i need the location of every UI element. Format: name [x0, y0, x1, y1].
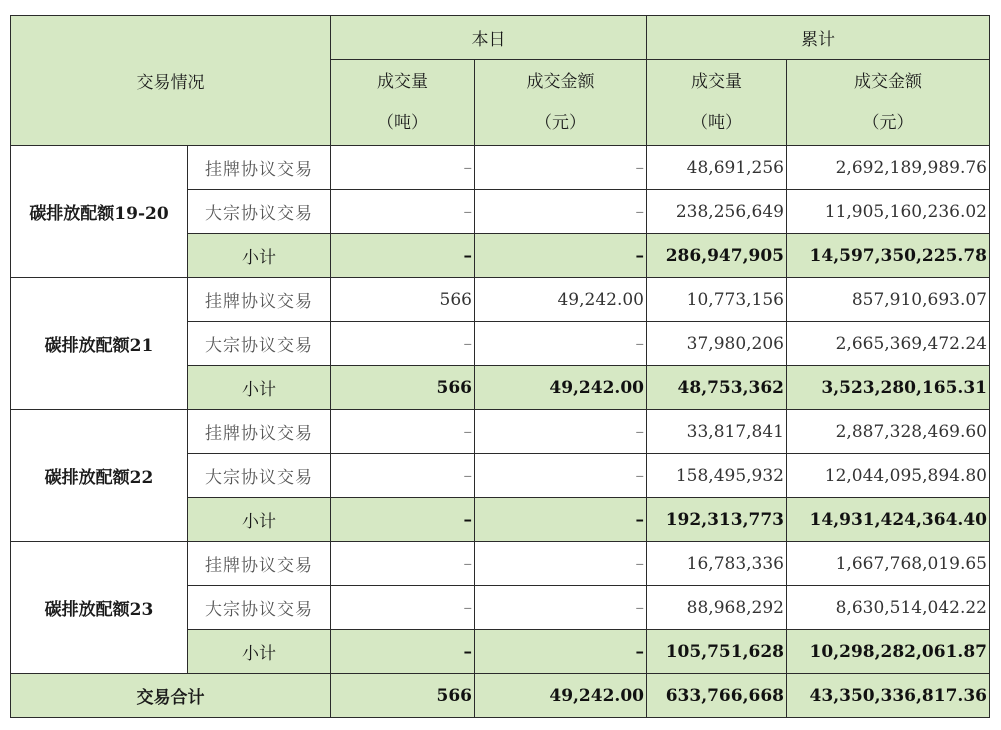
today-amount: –: [475, 190, 647, 234]
today-volume: –: [331, 454, 475, 498]
today-volume: –: [331, 586, 475, 630]
subtotal-label: 小计: [188, 234, 331, 278]
subtotal-today-amount: –: [475, 498, 647, 542]
header-today: 本日: [331, 16, 647, 60]
group-name: 碳排放配额21: [11, 278, 188, 410]
today-amount: 49,242.00: [475, 278, 647, 322]
trade-type: 大宗协议交易: [188, 190, 331, 234]
total-today-volume: 566: [331, 674, 475, 718]
subtotal-cum-volume: 286,947,905: [647, 234, 787, 278]
header-today-amount-label: 成交金额: [526, 71, 595, 92]
trade-type: 大宗协议交易: [188, 322, 331, 366]
table-row: [11, 278, 990, 322]
cum-volume: 10,773,156: [647, 278, 787, 322]
subtotal-label: 小计: [188, 498, 331, 542]
today-amount: –: [475, 454, 647, 498]
trade-type: 挂牌协议交易: [188, 278, 331, 322]
cum-volume: 37,980,206: [647, 322, 787, 366]
table-row: [11, 146, 990, 190]
cum-volume: 48,691,256: [647, 146, 787, 190]
cum-amount: 8,630,514,042.22: [787, 586, 990, 630]
header-today-volume: [331, 60, 475, 146]
total-cum-amount: 43,350,336,817.36: [787, 674, 990, 718]
cum-amount: 12,044,095,894.80: [787, 454, 990, 498]
trade-type: 挂牌协议交易: [188, 542, 331, 586]
cum-amount: 2,887,328,469.60: [787, 410, 990, 454]
trade-type: 大宗协议交易: [188, 586, 331, 630]
cum-volume: 16,783,336: [647, 542, 787, 586]
today-amount: –: [475, 586, 647, 630]
subtotal-cum-amount: 10,298,282,061.87: [787, 630, 990, 674]
today-volume: –: [331, 542, 475, 586]
cum-volume: 238,256,649: [647, 190, 787, 234]
total-row: [11, 674, 990, 718]
trade-type: 挂牌协议交易: [188, 410, 331, 454]
total-today-amount: 49,242.00: [475, 674, 647, 718]
subtotal-today-amount: –: [475, 234, 647, 278]
subtotal-today-volume: –: [331, 498, 475, 542]
today-amount: –: [475, 146, 647, 190]
subtotal-cum-amount: 3,523,280,165.31: [787, 366, 990, 410]
cum-amount: 11,905,160,236.02: [787, 190, 990, 234]
subtotal-cum-volume: 192,313,773: [647, 498, 787, 542]
group-name: 碳排放配额23: [11, 542, 188, 674]
cum-amount: 2,692,189,989.76: [787, 146, 990, 190]
cum-volume: 158,495,932: [647, 454, 787, 498]
header-cum-amount-unit: （元）: [862, 112, 914, 133]
today-amount: –: [475, 410, 647, 454]
cum-volume: 33,817,841: [647, 410, 787, 454]
subtotal-cum-amount: 14,931,424,364.40: [787, 498, 990, 542]
header-today-amount-unit: （元）: [535, 112, 586, 133]
header-cum-amount: [787, 60, 990, 146]
cum-amount: 857,910,693.07: [787, 278, 990, 322]
subtotal-today-amount: –: [475, 630, 647, 674]
table-row: [11, 410, 990, 454]
header-cum-amount-label: 成交金额: [854, 71, 922, 92]
header-today-volume-label: 成交量: [377, 71, 428, 92]
header-trade-status: 交易情况: [11, 16, 331, 146]
today-volume: –: [331, 410, 475, 454]
subtotal-today-amount: 49,242.00: [475, 366, 647, 410]
trade-summary-table: [10, 15, 990, 718]
trade-type: 大宗协议交易: [188, 454, 331, 498]
cum-amount: 1,667,768,019.65: [787, 542, 990, 586]
header-cum-volume-unit: （吨）: [691, 112, 742, 133]
subtotal-cum-volume: 105,751,628: [647, 630, 787, 674]
trade-type: 挂牌协议交易: [188, 146, 331, 190]
header-cumulative: 累计: [647, 16, 990, 60]
subtotal-cum-volume: 48,753,362: [647, 366, 787, 410]
subtotal-today-volume: 566: [331, 366, 475, 410]
group-name: 碳排放配额22: [11, 410, 188, 542]
today-amount: –: [475, 542, 647, 586]
header-cum-volume-label: 成交量: [691, 71, 742, 92]
subtotal-cum-amount: 14,597,350,225.78: [787, 234, 990, 278]
group-name: 碳排放配额19-20: [11, 146, 188, 278]
total-cum-volume: 633,766,668: [647, 674, 787, 718]
subtotal-today-volume: –: [331, 630, 475, 674]
cum-volume: 88,968,292: [647, 586, 787, 630]
subtotal-label: 小计: [188, 630, 331, 674]
table-row: [11, 542, 990, 586]
total-label: 交易合计: [11, 674, 331, 718]
cum-amount: 2,665,369,472.24: [787, 322, 990, 366]
subtotal-label: 小计: [188, 366, 331, 410]
today-volume: 566: [331, 278, 475, 322]
today-volume: –: [331, 146, 475, 190]
header-today-volume-unit: （吨）: [377, 112, 428, 133]
today-volume: –: [331, 322, 475, 366]
header-today-amount: [475, 60, 647, 146]
today-amount: –: [475, 322, 647, 366]
subtotal-today-volume: –: [331, 234, 475, 278]
header-cum-volume: [647, 60, 787, 146]
today-volume: –: [331, 190, 475, 234]
